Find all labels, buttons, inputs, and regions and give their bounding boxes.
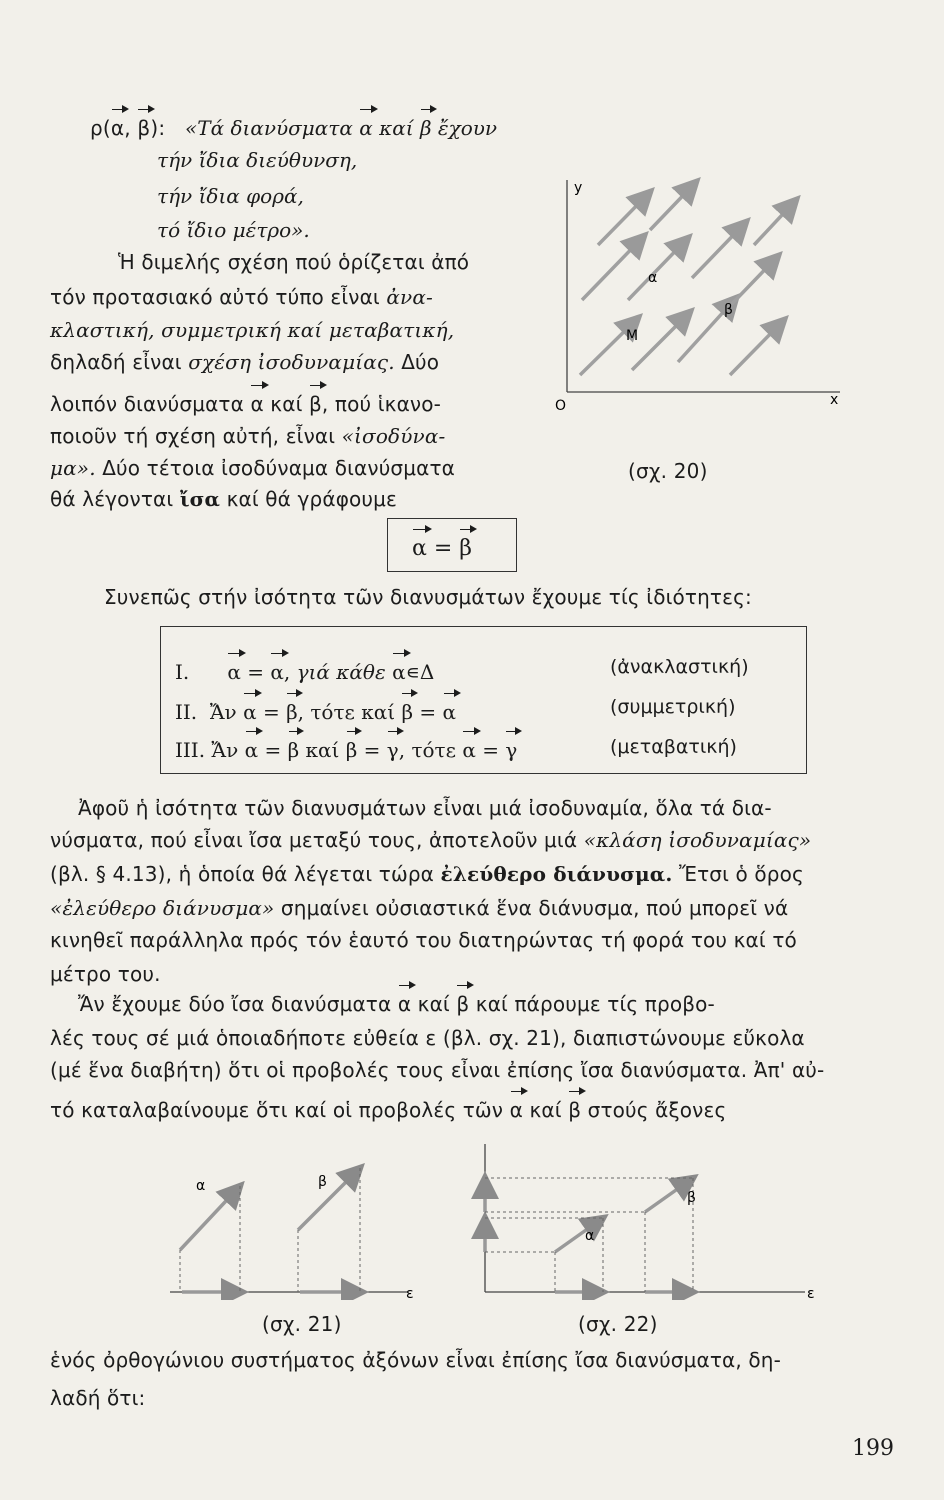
para4-line-1: ἑνός ὀρθογώνιου συστήματος ἀξόνων εἶναι ἐπίσης ἴσα διανύσματα, δη-: [50, 1348, 781, 1372]
fig20-m-label: M: [626, 328, 639, 344]
property-name-3: (μεταβατική): [610, 736, 737, 758]
property-name-1: (ἀνακλαστική): [610, 656, 749, 678]
para1-line-5: λοιπόν διανύσματα α καί β, πού ἱκανο-: [50, 392, 442, 416]
property-name-2: (συμμετρική): [610, 696, 736, 718]
fig20-vec-b-label: β: [724, 302, 733, 318]
para2-line-2: νύσματα, πού εἶναι ἴσα μεταξύ τους, ἀποτελοῦν μιά «κλάση ἰσοδυναμίας»: [50, 828, 812, 852]
figure-22: [455, 1140, 835, 1300]
para3-line-2: λές τους σέ μιά ὁποιαδήποτε εὐθεία ε (βλ. σχ. 21), διαπιστώνουμε εὔκολα: [50, 1026, 805, 1050]
fig20-caption: (σχ. 20): [628, 459, 708, 483]
figure-21: [170, 1160, 430, 1300]
para1-line-2: τόν προτασιακό αὐτό τύπο εἶναι ἀνα-: [50, 285, 433, 309]
fig20-y-label: y: [574, 180, 583, 196]
property-row-3: III. Ἄν α = β καί β = γ, τότε α = γ: [175, 738, 518, 762]
property-row-1: I. α = α, γιά κάθε α∊Δ: [175, 660, 435, 684]
fig20-vec-a-label: α: [648, 270, 658, 286]
para1-line-1: Ἡ διμελής σχέση πού ὁρίζεται ἀπό: [118, 250, 470, 274]
properties-intro: Συνεπῶς στήν ἰσότητα τῶν διανυσμάτων ἔχουμε τίς ἰδιότητες:: [104, 585, 752, 609]
para1-line-4: δηλαδή εἶναι σχέση ἰσοδυναμίας. Δύο: [50, 350, 440, 374]
para2-line-3: (βλ. § 4.13), ἡ ὁποία θά λέγεται τώρα ἐλεύθερο διάνυσμα. Ἔτσι ὁ ὅρος: [50, 862, 804, 886]
para2-line-4: «ἐλεύθερο διάνυσμα» σημαίνει οὐσιαστικά ἕνα διάνυσμα, πού μπορεῖ νά: [50, 896, 789, 920]
para1-line-7: μα». Δύο τέτοια ἰσοδύναμα διανύσματα: [50, 456, 455, 480]
fig22-vec-b-label: β: [687, 1190, 696, 1206]
para2-line-5: κινηθεῖ παράλληλα πρός τόν ἑαυτό του διατηρώντας τή φορά του καί τό: [50, 928, 797, 952]
property-row-2: II. Ἄν α = β, τότε καί β = α: [175, 700, 457, 724]
fig21-vec-b-label: β: [318, 1174, 327, 1190]
quote-line-4: τό ἴδιο μέτρο».: [157, 218, 310, 242]
fig21-line-label: ε: [406, 1286, 414, 1300]
equation: α = β: [412, 536, 472, 561]
figure-20: [540, 170, 860, 490]
quote-line-1: «Τά διανύσματα α καί β ἔχουν: [185, 116, 498, 140]
para3-line-1: Ἄν ἔχουμε δύο ἴσα διανύσματα α καί β καί πάρουμε τίς προβο-: [78, 992, 715, 1016]
fig20-x-label: x: [830, 392, 839, 408]
quote-line-3: τήν ἴδια φορά,: [157, 184, 304, 208]
para1-line-3: κλαστική, συμμετρική καί μεταβατική,: [50, 318, 455, 342]
quote-line-2: τήν ἴδια διεύθυνση,: [157, 148, 358, 172]
para2-line-1: Ἀφοῦ ἡ ἰσότητα τῶν διανυσμάτων εἶναι μιά ἰσοδυναμία, ὅλα τά δια-: [78, 796, 772, 820]
fig21-caption: (σχ. 21): [262, 1312, 342, 1336]
relation-label: ρ(α, β):: [90, 116, 166, 140]
fig22-vec-a-label: α: [585, 1228, 595, 1244]
fig22-caption: (σχ. 22): [578, 1312, 658, 1336]
page-number: 199: [852, 1436, 894, 1461]
fig21-vec-a-label: α: [196, 1178, 206, 1194]
para3-line-4: τό καταλαβαίνουμε ὅτι καί οἱ προβολές τῶν α καί β στούς ἄξονες: [50, 1098, 727, 1122]
fig22-line-label: ε: [807, 1286, 815, 1300]
fig20-origin-label: O: [555, 398, 567, 414]
para1-line-6: ποιοῦν τή σχέση αὐτή, εἶναι «ἰσοδύνα-: [50, 424, 446, 448]
para2-line-6: μέτρο του.: [50, 962, 161, 986]
para1-line-8: θά λέγονται ἴσα καί θά γράφουμε: [50, 487, 397, 511]
para4-line-2: λαδή ὅτι:: [50, 1386, 146, 1410]
para3-line-3: (μέ ἕνα διαβήτη) ὅτι οἱ προβολές τους εἶναι ἐπίσης ἴσα διανύσματα. Ἀπ' αὐ-: [50, 1058, 825, 1082]
